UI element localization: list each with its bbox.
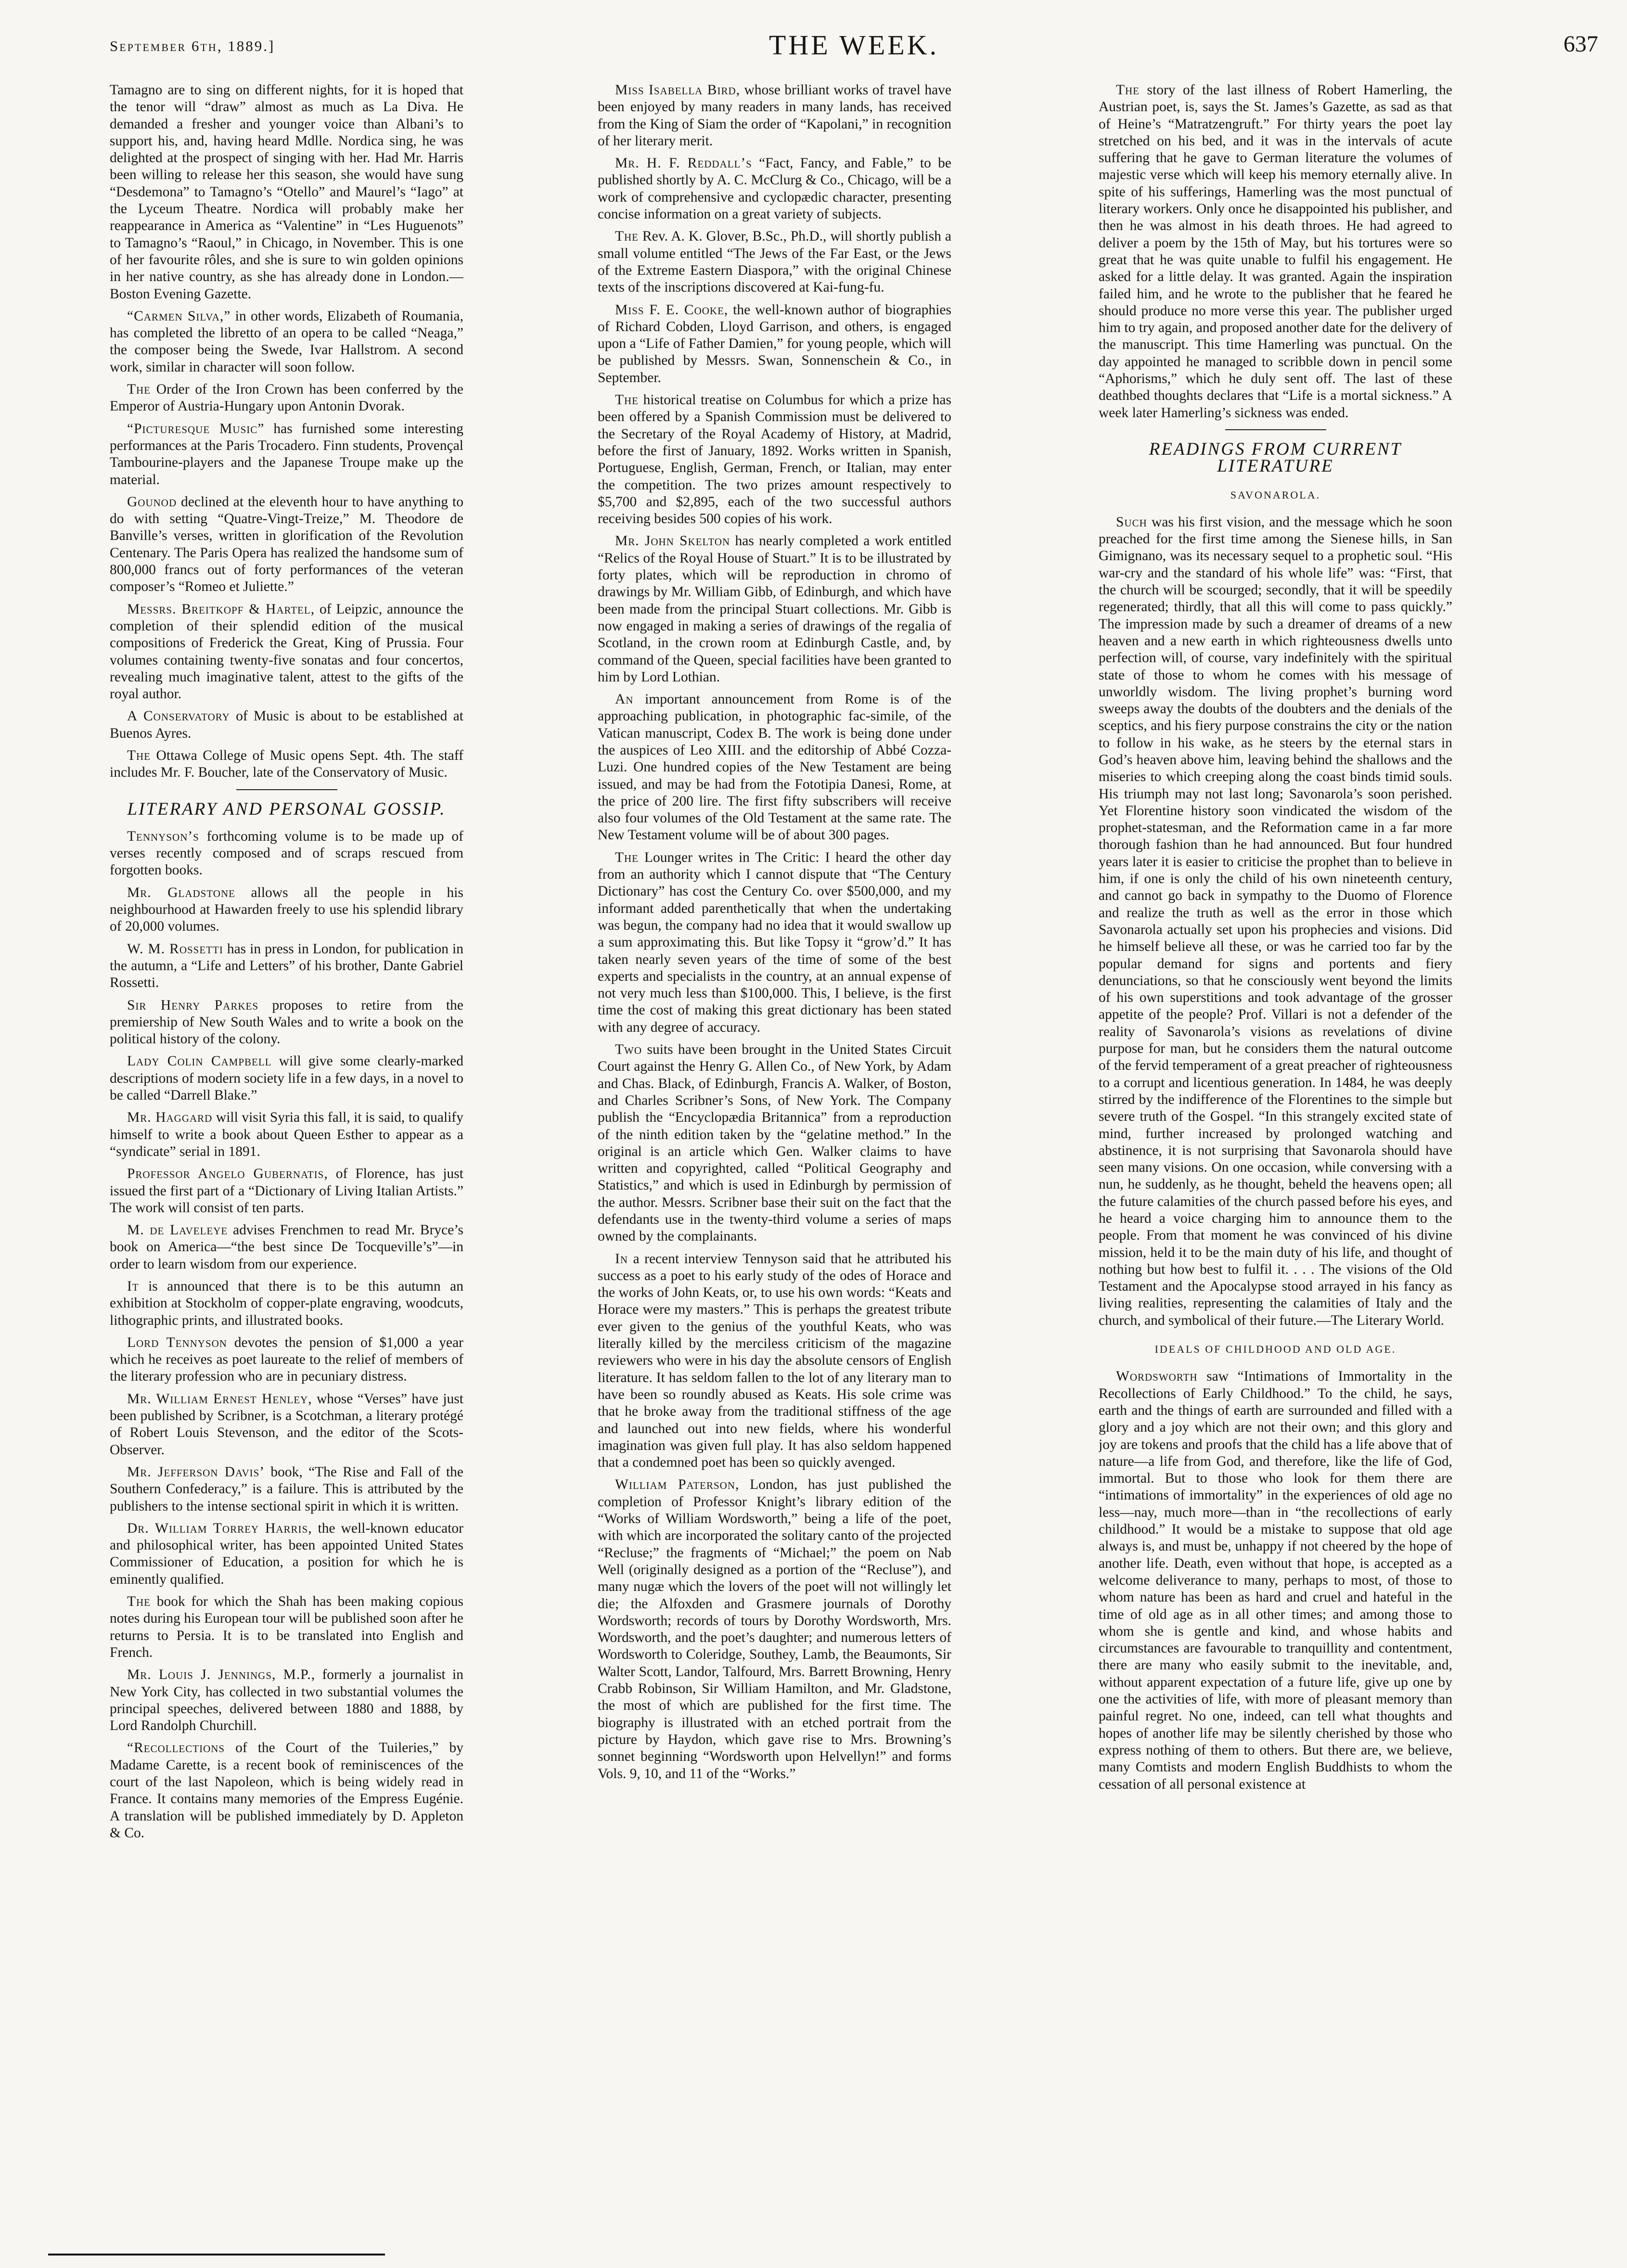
paragraph: Miss Isabella Bird, whose brilliant works of travel have been enjoyed by many readers in many lands, has received from the King of Siam the order of “Kapolani,” in recognition of her literary merit. (598, 82, 951, 149)
paragraph: The book for which the Shah has been making copious notes during his European tour will be published soon after he returns to Persia. It is to be translated into English and French. (110, 1594, 463, 1660)
paragraph: Lord Tennyson devotes the pension of $1,000 a year which he receives as poet laureate to the relief of members of the literary profession who are in pecuniary distress. (110, 1334, 463, 1384)
paragraph: Mr. Haggard will visit Syria this fall, it is said, to qualify himself to write a book about Queen Esther to appear as a “syndicate” serial in 1891. (110, 1110, 463, 1159)
paragraph: “Picturesque Music” has furnished some interesting performances at the Paris Trocadero. Finn students, Provençal Tambourine-players and the Japanese Troupe make up the material. (110, 421, 463, 487)
paragraph: Tamagno are to sing on different nights, for it is hoped that the tenor will “draw” almost as much as La Diva. He demanded a fresher and younger voice than Albani’s to support his, and, having heard Mdlle. Nordica sing, he was delighted at the prospect of singing with her. Had Mr. Harris been willing to release her this season, she would have sung “Desdemona” to Tamagno’s “Otello” and Maurel’s “Iago” at the Lyceum Theatre. Nordica will probably make her reappearance in America as “Valentine” in “Les Huguenots” to Tamagno’s “Raoul,” in Chicago, in November. This is one of her favourite rôles, and she is sure to win golden opinions in her native country, as she has already done in London.—Boston Evening Gazette. (110, 82, 463, 302)
paragraph: It is announced that there is to be this autumn an exhibition at Stockholm of copper-plate engraving, woodcuts, lithographic prints, and illustrated books. (110, 1279, 463, 1328)
paragraph: Professor Angelo Gubernatis, of Florence, has just issued the first part of a “Dictionary of Living Italian Artists.” The work will consist of ten parts. (110, 1166, 463, 1216)
section-heading: READINGS FROM CURRENT LITERATURE (1149, 439, 1402, 476)
divider (236, 789, 337, 790)
paragraph: Tennyson’s forthcoming volume is to be made up of verses recently composed and of scraps rescued from forgotten books. (110, 828, 463, 878)
paragraph: An important announcement from Rome is of the approaching publication, in photographic fac-simile, of the Vatican manuscript, Codex B. The work is being done under the auspices of Leo XIII. and the editorship of Abbé Cozza-Luzi. One hundred copies of the New Testament are being issued, and may be had from the Fototipia Danesi, Rome, at the price of 200 lire. The first fifty subscribers will receive also four volumes of the Old Testament at the same rate. The New Testament volume will be of about 300 pages. (598, 692, 951, 843)
paragraph: Mr. John Skelton has nearly completed a work entitled “Relics of the Royal House of Stuart.” It is to be illustrated by forty plates, which will be reproduction in chromo of drawings by Mr. William Gibb, of Edinburgh, and which have been made from the principal Stuart collections. Mr. Gibb is now engaged in making a series of drawings of the regalia of Scotland, in the crown room at Edinburgh Castle, and, by command of the Queen, special facilities have been granted to him by Lord Lothian. (598, 533, 951, 685)
paragraph: “Recollections of the Court of the Tuileries,” by Madame Carette, is a recent book of reminiscences of the court of the last Napoleon, which is being widely read in France. It contains many memories of the Empress Eugénie. A translation will be published immediately by D. Appleton & Co. (110, 1740, 463, 1841)
column-3 (1099, 82, 1452, 2228)
paragraph: Mr. Gladstone allows all the people in his neighbourhood at Hawarden freely to use his splendid library of 20,000 volumes. (110, 884, 463, 935)
paragraph: The Lounger writes in The Critic: I heard the other day from an authority which I cannot dispute that “The Century Dictionary” has cost the Century Co. over $500,000, and my informant added parenthetically that when the undertaking was begun, the company had no idea that it would swallow up a sum approximating this. But like Topsy it “grow’d.” It has taken nearly seven years of the time of some of the best experts and specialists in the country, at an annual expense of not very much less than $100,000. This, I believe, is the first time the cost of making this great dictionary has been stated with any degree of accuracy. (598, 849, 951, 1035)
section-heading: LITERARY AND PERSONAL GOSSIP. (127, 799, 446, 819)
paragraph: Wordsworth saw “Intimations of Immortality in the Recollections of Early Childhood.” To the child, he says, earth and the things of earth are surrounded and filled with a glory and a joy which are not their own; and this glory and joy are tokens and proofs that the child has a life above that of nature—a life from God, and therefore, like the life of God, immortal. But to those who look for them there are “intimations of immortality” in the experiences of old age no less—nay, much more—than in “the recollections of early childhood.” It would be a mistake to suppose that old age always is, and must be, unhappy if not cheered by the hope of another life. Death, even without that hope, is accepted as a welcome deliverance to many, perhaps to most, of those to whom nature has been as hard and cruel and hateful in the time of old age as in all other times; and among those to whom she is gentle and kind, and whose habits and circumstances are favourable to tranquillity and contentment, there are many who easily submit to the inevitable, and, without apparent expectation of a future life, give up one by one the activities of life, with more of pleasant memory than painful regret. No one, indeed, can tell what thoughts and hopes of another life may be silently cherished by those who express nothing of them to others. But there are, we believe, many Comtists and modern English Buddhists to whom the cessation of all personal existence at (1099, 1369, 1452, 1792)
paragraph: Mr. Jefferson Davis’ book, “The Rise and Fall of the Southern Confederacy,” is a failure. This is attributed by the publishers to the intense sectional spirit in which it is written. (110, 1464, 463, 1514)
article-title: SAVONAROLA. (1230, 488, 1321, 501)
paragraph: The Order of the Iron Crown has been conferred by the Emperor of Austria-Hungary upon Antonin Dvorak. (110, 382, 463, 414)
paragraph: “Carmen Silva,” in other words, Elizabeth of Roumania, has completed the libretto of an opera to be called “Neaga,” the composer being the Swede, Ivar Hallstrom. A second work, similar in character will soon follow. (110, 308, 463, 375)
paragraph: Gounod declined at the eleventh hour to have anything to do with setting “Quatre-Vingt-Treize,” M. Theodore de Banville’s verses, written in glorification of the Revolution Centenary. The Paris Opera has realized the handsome sum of 800,000 francs out of forty performances of the veteran composer’s “Romeo et Juliette.” (110, 494, 463, 595)
paragraph: The Ottawa College of Music opens Sept. 4th. The staff includes Mr. F. Boucher, late of the Conservatory of Music. (110, 747, 463, 781)
paragraph: Such was his first vision, and the message which he soon preached for the first time among the Sienese hills, in San Gimignano, was its necessary sequel to a prophetic soul. “His war-cry and the standard of his whole life” was: “First, that the church will be scourged; secondly, that it will be speedily regenerated; thirdly, that all this will come to pass quickly.” The impression made by such a dreamer of dreams of a new heaven and a new earth in which righteousness dwells unto perfection will, of course, vary indefinitely with the spiritual state of those to whom he comes with his message of unworldly wisdom. The living prophet’s burning word sweeps away the doubts of the doubters and the denials of the sceptics, and his fiery purpose constrains the city or the nation to follow in his wake, as he steers by the eternal stars in God’s heaven above him, leaving behind the shallows and the miseries to which creeping along the coast binds timid souls. His triumph may not last long; Savonarola’s soon perished. Yet Florentine history soon vindicated the wisdom of the prophet-statesman, and the Reformation came in a far more thorough fashion than he had announced. But four hundred years later it is easier to criticise the prophet than to believe in him, if one is only the child of his own nineteenth century, and cannot go back in sympathy to the Duomo of Florence and realize the truth as well as the error in those which Savonarola actually set upon his prophecies and visions. Did he himself believe all these, or was he carried too far by the popular demand for signs and portents and fiery denunciations, so that he consciously went beyond the limits of his own superstitions and took advantage of the grosser appetite of the people? Prof. Villari is not a defender of the reality of Savonarola’s visions as revelations of divine purpose for man, but he considers them the natural outcome of the fervid temperament of a great preacher of righteousness to a corrupt and licentious generation. In 1484, he was deeply stirred by the indifference of the Florentines to the simple but severe truth of the Gospel. “In this strangely excited state of mind, further increased by prolonged watching and abstinence, it is not surprising that Savonarola should have seen many visions. On one occasion, while conversing with a nun, he suddenly, as he thought, beheld the heavens open; all the future calamities of the church passed before his eyes, and he heard a voice charging him to announce them to the people. From that moment he was convinced of his divine mission, held it to be the main duty of his life, and thought of nothing but how best to fulfil it. . . . The visions of the Old Testament and the Apocalypse stood arrayed in his fancy as living realities, representing the calamities of Italy and the church, and symbolical of their future.—The Literary World. (1099, 514, 1452, 1328)
paragraph: M. de Laveleye advises Frenchmen to read Mr. Bryce’s book on America—“the best since De Tocqueville’s”—in order to learn wisdom from our experience. (110, 1222, 463, 1272)
column-1 (110, 82, 463, 2228)
page-number: 637 (1563, 31, 1598, 57)
paragraph: In a recent interview Tennyson said that he attributed his success as a poet to his early study of the odes of Horace and the works of John Keats, or, to use his own words: “Keats and Horace were my masters.” This is perhaps the greatest tribute ever given to the genius of the youthful Keats, who was literally killed by the merciless criticism of the magazine reviewers who were in his day the absolute censors of English literature. It has seldom fallen to the lot of any literary man to have been so roundly abused as Keats. His sole crime was that he broke away from the traditional stiffness of the age and launched out into new fields, where his wonderful imagination was given full play. It has also seldom happened that a condemned poet has been so quickly avenged. (598, 1251, 951, 1471)
paragraph: Messrs. Breitkopf & Hartel, of Leipzic, announce the completion of their splendid edition of the musical compositions of Frederick the Great, King of Prussia. Four volumes containing twenty-five sonatas and four concertos, revealing much imaginative talent, attest to the gifts of the royal author. (110, 601, 463, 702)
paragraph: Sir Henry Parkes proposes to retire from the premiership of New South Wales and to write a book on the political history of the colony. (110, 997, 463, 1047)
paragraph: Miss F. E. Cooke, the well-known author of biographies of Richard Cobden, Lloyd Garrison, and others, is engaged upon a “Life of Father Damien,” for young people, which will be published by Messrs. Swan, Sonnenschein & Co., in September. (598, 302, 951, 385)
bottom-rule (48, 2254, 385, 2255)
paragraph: Mr. William Ernest Henley, whose “Verses” have just been published by Scribner, is a Scotchman, a literary protégé of Robert Louis Stevenson, and the editor of the Scots-Observer. (110, 1391, 463, 1458)
divider (1225, 429, 1326, 430)
paragraph: Mr. Louis J. Jennings, M.P., formerly a journalist in New York City, has collected in two substantial volumes the principal speeches, delivered between 1880 and 1888, by Lord Randolph Churchill. (110, 1667, 463, 1734)
paragraph: Lady Colin Campbell will give some clearly-marked descriptions of modern society life in a few days, in a novel to be called “Darrell Blake.” (110, 1053, 463, 1103)
paragraph: The historical treatise on Columbus for which a prize has been offered by a Spanish Commission must be delivered to the Secretary of the Royal Academy of History, at Madrid, before the first of January, 1892. Works written in Spanish, Portuguese, English, German, French, or Italian, may enter the competition. The two prizes amount respectively to $5,700 and $2,895, each of the two successful authors receiving besides 500 copies of his work. (598, 392, 951, 527)
paragraph: A Conservatory of Music is about to be established at Buenos Ayres. (110, 708, 463, 741)
paragraph: The story of the last illness of Robert Hamerling, the Austrian poet, is, says the St. James’s Gazette, as sad as that of Heine’s “Matratzengruft.” For thirty years the poet lay stretched on his bed, and it was in the intervals of acute suffering that he gave to German literature the volumes of majestic verse which will keep his memory eternally alive. In spite of his sufferings, Hamerling was the most punctual of literary workers. Only once he disappointed his publisher, and then he was almost in his death throes. He had agreed to deliver a poem by the 15th of May, but his tortures were so great that he was quite unable to fulfil his engagement. He asked for a little delay. It was granted. Again the inspiration failed him, and he wrote to the publisher that he feared he should produce no more verse this year. The publisher urged him to try again, and proposed another date for the delivery of the manuscript. This time Hamerling was punctual. On the day appointed he managed to scribble down in pencil some “Aphorisms,” which he duly sent off. The last of these deathbed thoughts declares that “Life is a mortal sickness.” A week later Hamerling’s sickness was ended. (1099, 82, 1452, 421)
column-2 (598, 82, 951, 2228)
masthead-title: THE WEEK. (769, 29, 939, 61)
paragraph: The Rev. A. K. Glover, B.Sc., Ph.D., will shortly publish a small volume entitled “The Jews of the Far East, or the Jews of the Extreme Eastern Diaspora,” with the original Chinese texts of the inscriptions discovered at Kai-fung-fu. (598, 229, 951, 295)
paragraph: Two suits have been brought in the United States Circuit Court against the Henry G. Allen Co., of New York, by Adam and Chas. Black, of Edinburgh, Francis A. Walker, of Boston, and Charles Scribner’s Sons, of New York. The Company publish the “Encyclopædia Britannica” from a reproduction of the ninth edition taken by the “gelatine method.” In the original is an article which Gen. Walker claims to have written and copyrighted, called “Political Geography and Statistics,” and which is used in Edinburgh by permission of the author. Messrs. Scribner base their suit on the fact that the defendants use in the twenty-third volume a series of maps owned by the complainants. (598, 1042, 951, 1244)
paragraph: W. M. Rossetti has in press in London, for publication in the autumn, a “Life and Letters” of his brother, Dante Gabriel Rossetti. (110, 941, 463, 991)
paragraph: Dr. William Torrey Harris, the well-known educator and philosophical writer, has been appointed United States Commissioner of Education, a position for which he is eminently qualified. (110, 1520, 463, 1587)
page-header (110, 28, 1598, 66)
paragraph: Mr. H. F. Reddall’s “Fact, Fancy, and Fable,” to be published shortly by A. C. McClurg & Co., Chicago, will be a work of comprehensive and cyclopædic character, presenting concise information on a great variety of subjects. (598, 155, 951, 222)
issue-date: September 6th, 1889.] (110, 38, 275, 54)
article-title: IDEALS OF CHILDHOOD AND OLD AGE. (1154, 1343, 1396, 1356)
paragraph: William Paterson, London, has just published the completion of Professor Knight’s library edition of the “Works of William Wordsworth,” being a life of the poet, with which are incorporated the solitary canto of the projected “Recluse;” the fragments of “Michael;” the poem on Nab Well (originally designed as a portion of the “Recluse”), and many nugæ which the lovers of the poet will not willingly let die; the Alfoxden and Grasmere journals of Dorothy Wordsworth; records of tours by Dorothy Wordsworth, Mrs. Wordsworth, and the poet’s daughter; and numerous letters of Wordsworth to Coleridge, Southey, Lamb, the Beaumonts, Sir Walter Scott, Landor, Talfourd, Mrs. Barrett Browning, Henry Crabb Robinson, Sir William Hamilton, and Mr. Gladstone, the most of which are published for the first time. The biography is illustrated with an etched portrait from the picture by Haydon, which gave rise to Mrs. Browning’s sonnet beginning “Wordsworth upon Helvellyn!” and forms Vols. 9, 10, and 11 of the “Works.” (598, 1477, 951, 1781)
